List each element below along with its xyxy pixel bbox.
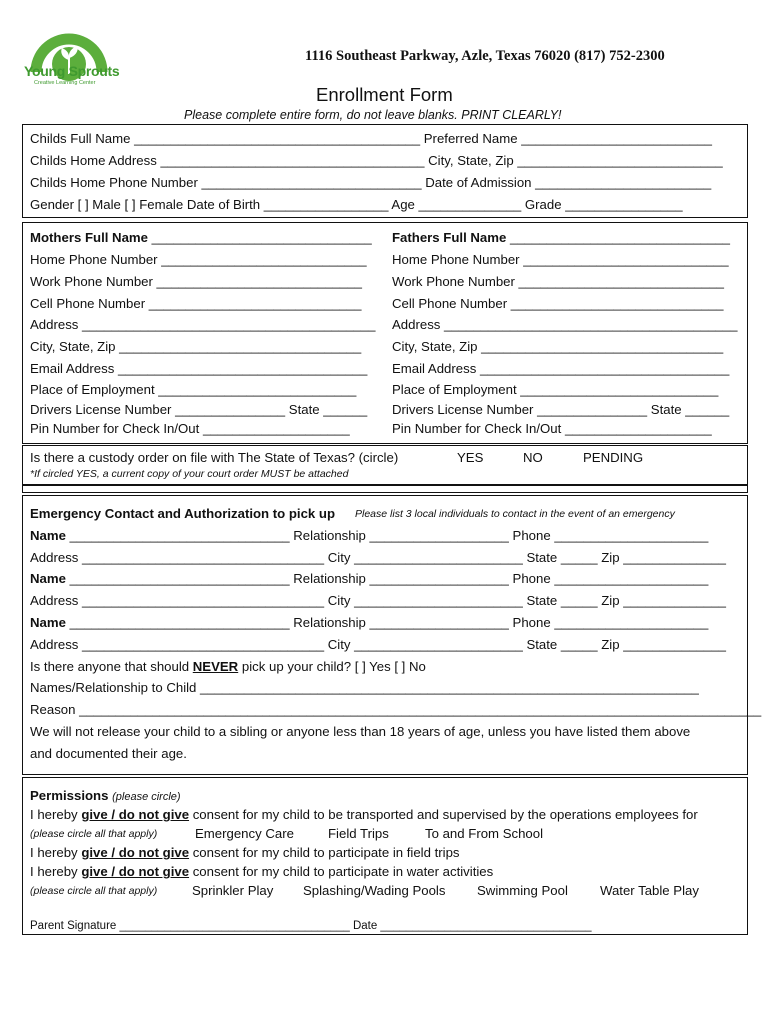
reason-field[interactable]: Reason _____________________________________________________________________________________________: [30, 702, 762, 717]
mothers-full-name-blank: ______________________________: [147, 230, 372, 245]
name-rest: ______________________________ Relationship ___________________ Phone _____________________: [65, 528, 709, 543]
name-rest: ______________________________ Relationship ___________________ Phone _____________________: [65, 615, 709, 630]
center-address: 1116 Southeast Parkway, Azle, Texas 76020 (817) 752-2300: [305, 48, 665, 64]
never-pre: Is there anyone that should: [30, 659, 193, 674]
gender-dob-age-grade-field[interactable]: Gender [ ] Male [ ] Female Date of Birth _________________ Age ______________ Grade ________________: [30, 197, 683, 212]
page-title: Enrollment Form: [316, 84, 453, 105]
name-rest: ______________________________ Relationship ___________________ Phone _____________________: [65, 571, 709, 586]
emergency-title: Emergency Contact and Authorization to pick up: [30, 506, 336, 521]
emergency-contact-3-name-field[interactable]: [30, 615, 708, 631]
permissions-title-note: (please circle): [112, 791, 181, 803]
sprinkler-play-option[interactable]: Sprinkler Play: [192, 883, 274, 898]
field-trips-option[interactable]: Field Trips: [328, 826, 389, 841]
to-from-school-option[interactable]: To and From School: [425, 826, 544, 841]
transport-consent-line[interactable]: [30, 807, 698, 823]
mother-employment-field[interactable]: Place of Employment ___________________________: [30, 382, 357, 397]
splashing-wading-option[interactable]: Splashing/Wading Pools: [303, 883, 446, 898]
emergency-contact-3-address-field[interactable]: Address _________________________________ City _______________________ State _____ Zip ______________: [30, 637, 726, 652]
custody-spacer: [22, 485, 748, 493]
mother-work-phone-field[interactable]: Work Phone Number ____________________________: [30, 274, 362, 289]
field-trips-consent-line[interactable]: [30, 845, 460, 861]
release-policy-line-2: and documented their age.: [30, 746, 187, 761]
father-city-state-zip-field[interactable]: City, State, Zip _________________________________: [392, 339, 724, 354]
circle-all-note: (please circle all that apply): [30, 885, 158, 897]
give-not-give-option[interactable]: give / do not give: [81, 807, 190, 822]
mother-pin-field[interactable]: Pin Number for Check In/Out ____________________: [30, 421, 350, 436]
name-label: Name: [30, 571, 66, 586]
childs-full-name-field[interactable]: Childs Full Name _______________________________________ Preferred Name __________________________: [30, 131, 712, 146]
fathers-full-name-blank: ______________________________: [506, 230, 731, 245]
hereby: I hereby: [30, 807, 82, 822]
names-relationship-field[interactable]: Names/Relationship to Child ____________________________________________________________________: [30, 680, 699, 695]
custody-question: Is there a custody order on file with The State of Texas? (circle): [30, 450, 399, 465]
hereby: I hereby: [30, 845, 82, 860]
father-work-phone-field[interactable]: Work Phone Number ____________________________: [392, 274, 724, 289]
logo-tagline: Creative Learning Center: [34, 80, 96, 86]
give-not-give-option[interactable]: give / do not give: [81, 864, 190, 879]
swimming-pool-option[interactable]: Swimming Pool: [477, 883, 568, 898]
mothers-full-name-label: Mothers Full Name: [30, 230, 148, 245]
release-policy-line-1: We will not release your child to a sibling or anyone less than 18 years of age, unless you have listed them above: [30, 724, 691, 739]
transport-rest: consent for my child to be transported and supervised by the operations employees for: [189, 807, 698, 822]
logo-arc-text: CREATE • GROW • LEARN: [34, 27, 120, 33]
mother-cell-phone-field[interactable]: Cell Phone Number _____________________________: [30, 296, 362, 311]
permissions-title: Permissions: [30, 788, 109, 803]
name-label: Name: [30, 615, 66, 630]
logo-name: Young Sprouts: [24, 63, 120, 79]
circle-all-note: (please circle all that apply): [30, 828, 158, 840]
emergency-contact-2-name-field[interactable]: [30, 571, 708, 587]
father-email-field[interactable]: Email Address __________________________________: [392, 361, 730, 376]
water-consent-line[interactable]: [30, 864, 493, 880]
never-word: NEVER: [192, 659, 239, 674]
emergency-care-option[interactable]: Emergency Care: [195, 826, 294, 841]
emergency-note: Please list 3 local individuals to contact in the event of an emergency: [355, 508, 675, 520]
parent-signature-field[interactable]: Parent Signature ____________________________________ Date _________________________________: [30, 920, 592, 932]
mother-home-phone-field[interactable]: Home Phone Number ____________________________: [30, 252, 367, 267]
father-home-phone-field[interactable]: Home Phone Number ____________________________: [392, 252, 729, 267]
childs-home-address-field[interactable]: Childs Home Address ____________________________________ City, State, Zip ____________________________: [30, 153, 723, 168]
mother-email-field[interactable]: Email Address __________________________________: [30, 361, 368, 376]
emergency-contact-2-address-field[interactable]: Address _________________________________ City _______________________ State _____ Zip ______________: [30, 593, 726, 608]
never-pickup-question[interactable]: [30, 659, 426, 675]
mother-license-field[interactable]: Drivers License Number _______________ State ______: [30, 402, 368, 417]
form-instructions: Please complete entire form, do not leave blanks. PRINT CLEARLY!: [184, 108, 562, 122]
father-address-field[interactable]: Address ________________________________________: [392, 317, 738, 332]
fathers-full-name-label: Fathers Full Name: [392, 230, 507, 245]
emergency-contact-1-name-field[interactable]: [30, 528, 708, 544]
mother-city-state-zip-field[interactable]: City, State, Zip _________________________________: [30, 339, 362, 354]
mothers-full-name-field[interactable]: [30, 230, 372, 246]
custody-pending-option[interactable]: PENDING: [583, 450, 644, 465]
hereby: I hereby: [30, 864, 82, 879]
permissions-header: [30, 788, 181, 805]
mother-address-field[interactable]: Address ________________________________________: [30, 317, 376, 332]
father-employment-field[interactable]: Place of Employment ___________________________: [392, 382, 719, 397]
father-license-field[interactable]: Drivers License Number _______________ State ______: [392, 402, 730, 417]
name-label: Name: [30, 528, 66, 543]
father-pin-field[interactable]: Pin Number for Check In/Out ____________________: [392, 421, 712, 436]
field-trips-rest: consent for my child to participate in field trips: [189, 845, 460, 860]
father-cell-phone-field[interactable]: Cell Phone Number _____________________________: [392, 296, 724, 311]
custody-note: *If circled YES, a current copy of your court order MUST be attached: [30, 468, 349, 480]
fathers-full-name-field[interactable]: [392, 230, 730, 246]
custody-no-option[interactable]: NO: [523, 450, 543, 465]
water-rest: consent for my child to participate in water activities: [189, 864, 494, 879]
water-table-play-option[interactable]: Water Table Play: [600, 883, 699, 898]
give-not-give-option[interactable]: give / do not give: [81, 845, 190, 860]
childs-home-phone-field[interactable]: Childs Home Phone Number ______________________________ Date of Admission ________________________: [30, 175, 712, 190]
emergency-contact-1-address-field[interactable]: Address _________________________________ City _______________________ State _____ Zip ______________: [30, 550, 726, 565]
never-post: pick up your child? [ ] Yes [ ] No: [238, 659, 426, 674]
custody-yes-option[interactable]: YES: [457, 450, 484, 465]
